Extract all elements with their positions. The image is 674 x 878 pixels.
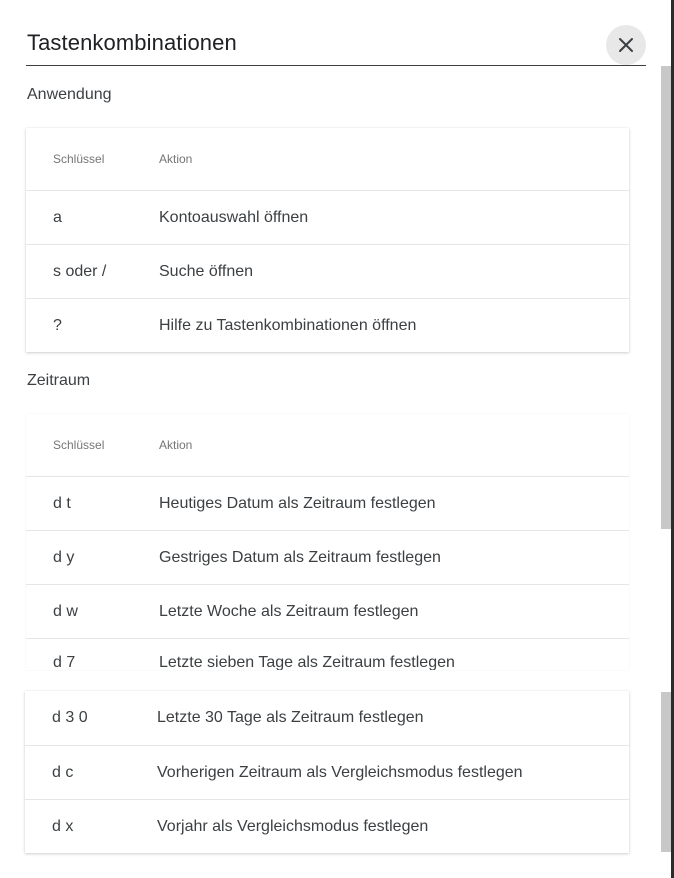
shortcut-action: Vorjahr als Vergleichsmodus festlegen — [157, 817, 429, 835]
shortcuts-table-zeitraum-continued — [25, 691, 629, 853]
column-header-action: Aktion — [159, 152, 193, 166]
column-header-key: Schlüssel — [53, 152, 105, 166]
table-row — [25, 745, 629, 799]
shortcut-key: d t — [53, 494, 71, 512]
column-header-key: Schlüssel — [53, 438, 105, 452]
column-header-action: Aktion — [159, 438, 193, 452]
table-row — [26, 298, 629, 352]
close-icon — [618, 37, 634, 53]
shortcut-action: Suche öffnen — [159, 262, 254, 280]
table-row — [26, 476, 629, 530]
section-title-anwendung: Anwendung — [27, 86, 112, 103]
shortcut-key: d 7 — [53, 654, 76, 670]
shortcut-action: Kontoauswahl öffnen — [159, 208, 309, 226]
shortcut-action: Hilfe zu Tastenkombinationen öffnen — [159, 316, 417, 334]
table-row — [26, 190, 629, 244]
table-row — [26, 638, 629, 670]
shortcut-key: ? — [53, 316, 62, 334]
shortcut-action: Letzte 30 Tage als Zeitraum festlegen — [157, 709, 424, 726]
shortcut-key: d y — [53, 548, 75, 566]
shortcut-action: Letzte sieben Tage als Zeitraum festlegen — [159, 654, 455, 670]
dialog-title: Tastenkombinationen — [27, 30, 237, 55]
table-row — [25, 799, 629, 853]
close-button[interactable] — [606, 25, 646, 65]
table-row — [26, 584, 629, 638]
shortcut-key: d c — [52, 763, 74, 781]
table-row — [25, 691, 629, 745]
shortcut-key: d w — [53, 602, 78, 620]
shortcut-key: d 3 0 — [52, 709, 88, 726]
scrollbar-thumb-secondary[interactable] — [661, 692, 671, 852]
table-header — [26, 128, 629, 190]
shortcut-key: d x — [52, 817, 74, 835]
shortcuts-table-anwendung — [26, 128, 629, 352]
scrollbar-thumb[interactable] — [661, 66, 671, 529]
shortcut-key: s oder / — [53, 262, 107, 280]
shortcuts-table-zeitraum — [26, 414, 629, 670]
shortcut-action: Letzte Woche als Zeitraum festlegen — [159, 602, 419, 620]
table-row — [26, 530, 629, 584]
shortcut-action: Vorherigen Zeitraum als Vergleichsmodus festlegen — [157, 763, 523, 781]
title-divider — [26, 65, 646, 66]
shortcut-action: Heutiges Datum als Zeitraum festlegen — [159, 494, 436, 512]
shortcut-action: Gestriges Datum als Zeitraum festlegen — [159, 548, 441, 566]
table-row — [26, 244, 629, 298]
table-header — [26, 414, 629, 476]
shortcut-key: a — [53, 208, 62, 226]
section-title-zeitraum: Zeitraum — [27, 372, 91, 389]
